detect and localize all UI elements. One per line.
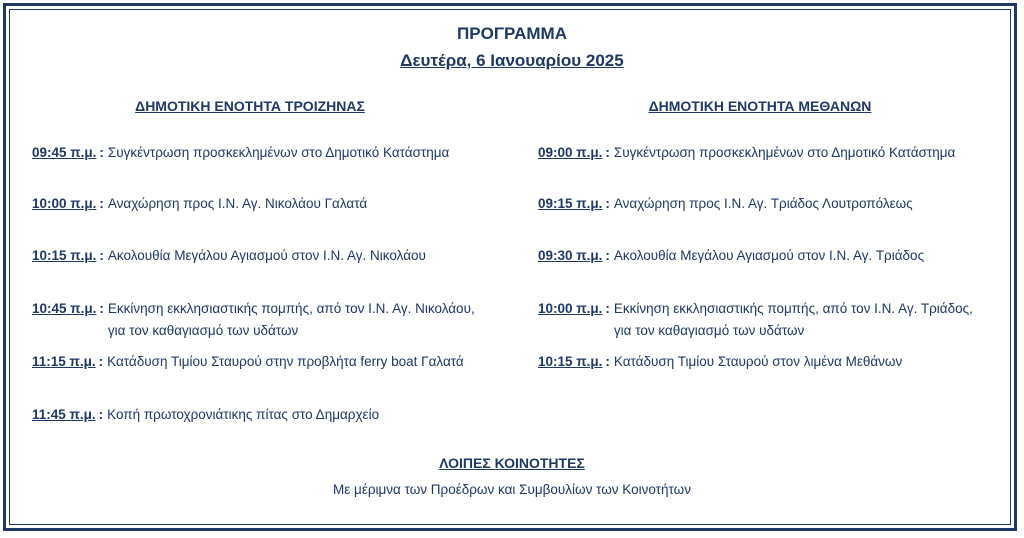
item-time: 09:30 π.μ.: [538, 248, 603, 263]
left-column-heading: ΔΗΜΟΤΙΚΗ ΕΝΟΤΗΤΑ ΤΡΟΙΖΗΝΑΣ: [135, 98, 365, 114]
right-item: 09:30 π.μ. : Ακολουθία Μεγάλου Αγιασμού στον Ι.Ν. Αγ. Τριάδος: [538, 245, 924, 267]
right-item: 09:15 π.μ. : Αναχώρηση προς Ι.Ν. Αγ. Τριάδος Λουτροπόλεως: [538, 193, 913, 215]
item-description-continued: για τον καθαγιασμό των υδάτων: [107, 323, 299, 338]
item-description: Αναχώρηση προς Ι.Ν. Αγ. Τριάδος Λουτροπόλεως: [613, 196, 913, 211]
left-item: 11:45 π.μ. : Κοπή πρωτοχρονιάτικης πίτας στο Δημαρχείο: [32, 404, 379, 426]
item-time: 10:00 π.μ.: [538, 301, 603, 316]
left-item: 10:45 π.μ. : Εκκίνηση εκκλησιαστικής πομπής, από τον Ι.Ν. Αγ. Νικολάου, για τον καθαγιασμό των υδάτων: [32, 298, 475, 342]
right-item: 10:00 π.μ. : Εκκίνηση εκκλησιαστικής πομπής, από τον Ι.Ν. Αγ. Τριάδος, για τον καθαγιασμό των υδάτων: [538, 298, 973, 342]
item-description: Εκκίνηση εκκλησιαστικής πομπής, από τον Ι.Ν. Αγ. Νικολάου,: [107, 301, 475, 316]
item-description: Ακολουθία Μεγάλου Αγιασμού στον Ι.Ν. Αγ. Τριάδος: [613, 248, 925, 263]
right-column-heading: ΔΗΜΟΤΙΚΗ ΕΝΟΤΗΤΑ ΜΕΘΑΝΩΝ: [648, 98, 872, 114]
item-time: 09:00 π.μ.: [538, 145, 603, 160]
left-item: 09:45 π.μ. : Συγκέντρωση προσκεκλημένων στο Δημοτικό Κατάστημα: [32, 142, 449, 164]
item-time: 09:15 π.μ.: [538, 196, 603, 211]
footer-heading: ΛΟΙΠΕΣ ΚΟΙΝΟΤΗΤΕΣ: [439, 455, 585, 471]
inner-border: [9, 9, 1011, 525]
right-item: 09:00 π.μ. : Συγκέντρωση προσκεκλημένων στο Δημοτικό Κατάστημα: [538, 142, 955, 164]
item-description-continued: για τον καθαγιασμό των υδάτων: [613, 323, 805, 338]
left-item: 11:15 π.μ. : Κατάδυση Τιμίου Σταυρού στην προβλήτα ferry boat Γαλατά: [32, 351, 464, 373]
page-title: ΠΡΟΓΡΑΜΜΑ: [456, 24, 567, 43]
left-item: 10:15 π.μ. : Ακολουθία Μεγάλου Αγιασμού στον Ι.Ν. Αγ. Νικολάου: [32, 245, 426, 267]
item-description: Κατάδυση Τιμίου Σταυρού στην προβλήτα ferry boat Γαλατά: [107, 354, 464, 369]
right-item: 10:15 π.μ. : Κατάδυση Τιμίου Σταυρού στον λιμένα Μεθάνων: [538, 351, 902, 373]
item-time: 09:45 π.μ.: [32, 145, 97, 160]
item-description: Συγκέντρωση προσκεκλημένων στο Δημοτικό Κατάστημα: [107, 145, 450, 160]
item-time: 10:15 π.μ.: [538, 354, 603, 369]
item-time: 11:45 π.μ.: [32, 407, 96, 422]
item-description: Συγκέντρωση προσκεκλημένων στο Δημοτικό Κατάστημα: [613, 145, 956, 160]
item-description: Αναχώρηση προς Ι.Ν. Αγ. Νικολάου Γαλατά: [107, 196, 368, 211]
item-time: 10:15 π.μ.: [32, 248, 97, 263]
item-time: 11:15 π.μ.: [32, 354, 96, 369]
item-description: Ακολουθία Μεγάλου Αγιασμού στον Ι.Ν. Αγ. Νικολάου: [107, 248, 426, 263]
item-time: 10:45 π.μ.: [32, 301, 97, 316]
item-description: Κατάδυση Τιμίου Σταυρού στον λιμένα Μεθάνων: [613, 354, 903, 369]
item-description: Εκκίνηση εκκλησιαστικής πομπής, από τον Ι.Ν. Αγ. Τριάδος,: [613, 301, 973, 316]
footer-text: Με μέριμνα των Προέδρων και Συμβουλίων των Κοινοτήτων: [333, 482, 691, 497]
item-description: Κοπή πρωτοχρονιάτικης πίτας στο Δημαρχείο: [107, 407, 380, 422]
page-date: Δευτέρα, 6 Ιανουαρίου 2025: [400, 51, 624, 70]
left-item: 10:00 π.μ. : Αναχώρηση προς Ι.Ν. Αγ. Νικολάου Γαλατά: [32, 193, 367, 215]
item-time: 10:00 π.μ.: [32, 196, 97, 211]
